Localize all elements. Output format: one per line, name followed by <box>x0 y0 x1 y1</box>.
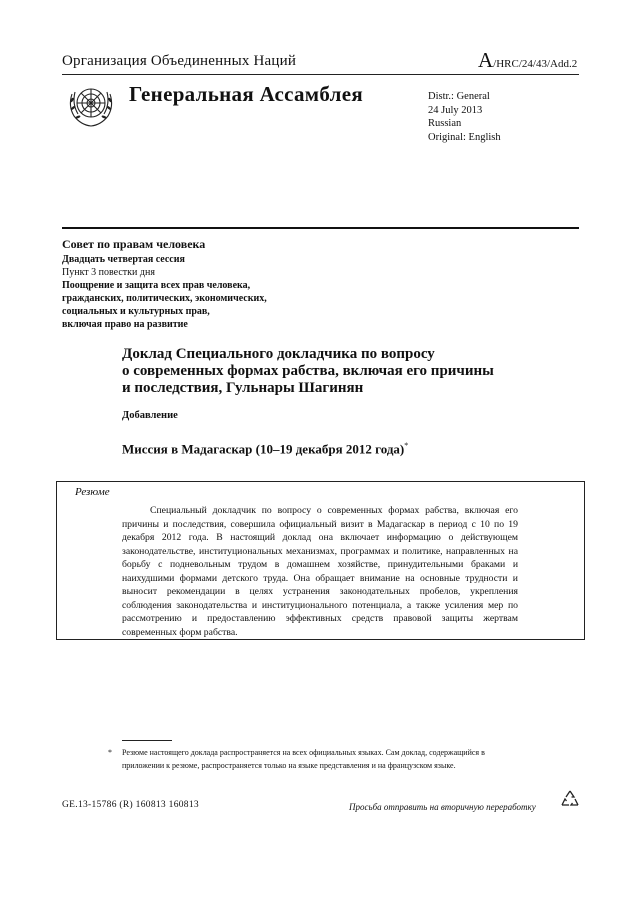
report-title <box>122 346 542 397</box>
document-symbol <box>478 48 578 72</box>
recycle-note: Просьба отправить на вторичную переработку <box>349 802 536 812</box>
report-title-line: Доклад Специального докладчика по вопросу <box>122 346 435 362</box>
agenda-item: Пункт 3 повестки дня <box>62 267 155 278</box>
mission-title <box>122 441 408 457</box>
header-rule <box>62 74 579 75</box>
footnote-rule <box>122 740 172 741</box>
report-title-line: о современных формах рабства, включая его причины <box>122 363 494 379</box>
addendum-label: Добавление <box>122 410 178 421</box>
footnote <box>108 746 507 772</box>
session: Двадцать четвертая сессия <box>62 254 185 265</box>
distribution: Distr.: General <box>428 91 490 102</box>
agenda-title-line: гражданских, политических, экономических, <box>62 293 267 304</box>
footnote-mark: * <box>108 748 112 757</box>
footnote-text: Резюме настоящего доклада распространяется на всех официальных языках. Сам доклад, содержащийся в приложении к резюме, распространяется только на языке представления и на французском языке. <box>122 748 485 770</box>
summary-label: Резюме <box>75 486 110 498</box>
original-language: Original: English <box>428 131 501 143</box>
issue-date: 24 July 2013 <box>428 104 483 116</box>
footnote-ref: * <box>404 441 409 450</box>
agenda-title-line: социальных и культурных прав, <box>62 306 210 317</box>
document-number: GE.13-15786 (R) 160813 160813 <box>62 800 199 810</box>
agenda-title-line: Поощрение и защита всех прав человека, <box>62 280 251 291</box>
agenda-title-line: включая право на развитие <box>62 319 188 330</box>
report-title-line: и последствия, Гульнары Шагинян <box>122 380 364 396</box>
council-block <box>62 238 362 331</box>
summary-text: Специальный докладчик по вопросу о современных формах рабства, включая его причины и последствия, совершила официальный визит в Мадагаскар в период с 10 по 19 декабря 2012 года. В настоящий доклад она включает информацию о действующем законодательстве, институциональных механизмах, программах и политике, направленных на борьбу с подневольным трудом в домашнем хозяйстве, принудительными браками и наихудшими формами детского труда. Она обращает внимание на основные трудности и выносит рекомендации в целях устранения законодательных пробелов, укрепления соблюдения законодательства и институционального потенциала, а также усиления мер по рассмотрению и предоставлению эффективных средств правовой защиты жертвам современных форм рабства. <box>122 505 518 638</box>
un-emblem-icon <box>66 80 116 130</box>
distribution-block <box>428 90 501 144</box>
symbol-code: /HRC/24/43/Add.2 <box>493 58 578 70</box>
mission-text: Миссия в Мадагаскар (10–19 декабря 2012 года) <box>122 441 405 457</box>
recycle-icon <box>558 788 582 812</box>
section-rule <box>62 227 579 229</box>
assembly-title: Генеральная Ассамблея <box>129 82 364 106</box>
council-name: Совет по правам человека <box>62 237 206 251</box>
organization-name: Организация Объединенных Наций <box>62 53 297 69</box>
language: Russian <box>428 118 462 129</box>
symbol-letter: A <box>478 48 494 72</box>
